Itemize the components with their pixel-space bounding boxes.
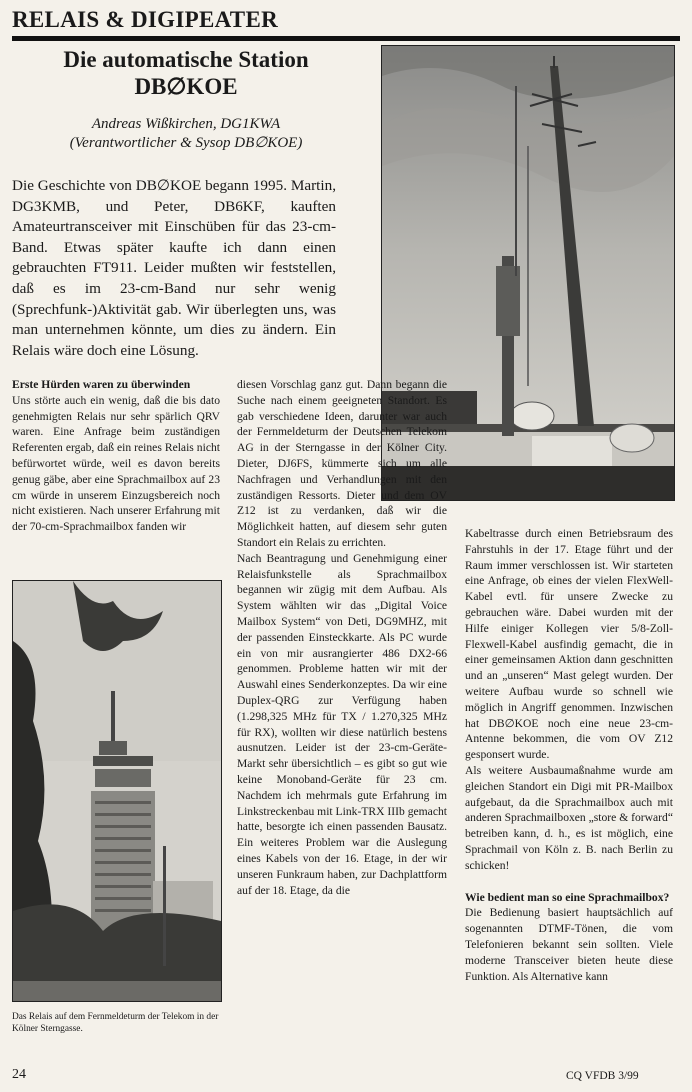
author-block (12, 115, 360, 153)
subheading-hurdles: Erste Hürden waren zu überwinden (12, 378, 191, 391)
paragraph: Die Bedienung basiert hauptsächlich auf sogenannten DTMF-Tönen, die vom Telefonieren bekannt sein sollten. Viele moderne Transceiver bieten heute diese Funktion. Als Alternative kann (465, 906, 673, 983)
column-2 (237, 377, 447, 898)
subheading-operation: Wie bedient man so eine Sprachmailbox? (465, 890, 670, 904)
paragraph: Als weitere Ausbaumaßnahme wurde am gleichen Standort ein Digi mit PR-Mailbox aufgebaut, da die Sprachmailbox auch mit anderen Sprachmailboxen „store & forward“ betreiben kann, d. h., es ist möglich, eine Sprachmail von Köln z. B. nach Berlin zu schicken! (465, 763, 673, 872)
section-header (12, 6, 680, 41)
paragraph: Kabeltrasse durch einen Betriebsraum des Fahrstuhls in der 17. Etage führt und der Raum immer verschlossen ist. Wir starteten eine Anfrage, ob eines der vielen FlexWell-Kabel evtl. für unsere Zwecke zu gebrauchen wäre. Dabei wurden mit der Hilfe einiger Kollegen vier 5/8-Zoll-Flexwell-Kabel ausfindig gemacht, die in einer gemeinsamen Aktion dann geschnitten und an „unseren“ Mast gelegt wurden. Der weitere Aufbau wurde so schnell wie möglich in Angriff genommen. Inzwischen hat DB∅KOE noch eine neue 23-cm-Antenne bekommen, die vom OV Z12 gesponsert wurde. (465, 527, 673, 762)
paragraph: Uns störte auch ein wenig, daß die bis dato genehmigten Relais nur sehr spärlich QRV waren. Eine Anfrage beim zuständigen Referenten ergab, daß ein reines Relais nicht befürwortet würde, weil es davon bereits genug gäbe, aber eine Sprachmailbox auf 23 cm würde in unserem Einzugsbereich noch nicht existieren. Nach unserer Erfahrung mit der 70-cm-Sprachmailbox fanden wir (12, 393, 220, 534)
paragraph: Nach Beantragung und Genehmigung einer Relaisfunkstelle als Sprachmailbox begannen wir zügig mit dem Aufbau. Als System wählten wir das „Digital Voice Mailbox System“ von Deti, DG9MHZ, mit der passenden Einsteckkarte. Als PC wurde ein von mir ausrangierter 486 DX2-66 genommen. Probleme hatten wir mit der Auswahl eines Senderkonzeptes. Da wir eine Duplex-QRG zur Verfügung haben (1.298,325 MHz für TX / 1.270,325 MHz für RX), wollten wir diese natürlich bestens ausnutzen. Leider ist der 23-cm-Geräte-Markt sehr übersichtlich – es gibt so gut wie keine Monoband-Geräte für 23 cm. Nachdem ich mehrmals gute Erfahrung im Linkstreckenbau mit Link-TRX IIIb gemacht hatte, besorgte ich einen passenden Bausatz. Ein weiteres Problem war die Auslegung eines Kabels von der 16. Etage, in der wir unseren Funkraum haben, zur Dachplattform auf der 18. Etage, da die (237, 551, 447, 897)
column-1 (12, 377, 220, 535)
title-line-2: DB∅KOE (134, 74, 238, 99)
author-name: Andreas Wißkirchen, DG1KWA (91, 116, 281, 132)
lead-paragraph: Die Geschichte von DB∅KOE begann 1995. Martin, DG3KMB, und Peter, DB6KF, kauften Amateurtransceiver mit Einschüben für das 23-cm-Band. Etwas später kaufte ich dann einen gebrauchten FT911. Leider mußten wir feststellen, daß es im 23-cm-Band nur sehr wenig (Sprechfunk-)Aktivität gab. Wir überlegten uns, was man unternehmen könnte, um dies zu ändern. Ein Relais wäre doch eine Lösung. (12, 177, 336, 359)
article-title (12, 46, 360, 100)
section-title: RELAIS & DIGIPEATER (12, 7, 278, 32)
column-3 (465, 526, 673, 984)
journal-reference: CQ VFDB 3/99 (566, 1070, 639, 1082)
author-role: (Verantwortlicher & Sysop DB∅KOE) (69, 135, 303, 151)
telecom-tower-photo (12, 580, 222, 1002)
title-line-1: Die automatische Station (63, 47, 309, 72)
page-number: 24 (12, 1067, 26, 1082)
photo-caption: Das Relais auf dem Fernmeldeturm der Telekom in der Kölner Sterngasse. (12, 1012, 219, 1035)
paragraph: diesen Vorschlag ganz gut. Dann begann die Suche nach einem geeigneten Standort. Es gab verschiedene Ideen, darunter war auch der Fernmeldeturm der Deutschen Telekom AG in der Sterngasse in der Kölner City. Dieter, DJ6FS, kümmerte sich um alle Nachfragen und Verhandlungen mit den zuständigen Ressorts. Dieter und dem OV Z12 ist zu verdanken, daß wir die Möglichkeit hatten, auf diesem sehr guten Standort ein Relais zu errichten. (237, 378, 447, 549)
